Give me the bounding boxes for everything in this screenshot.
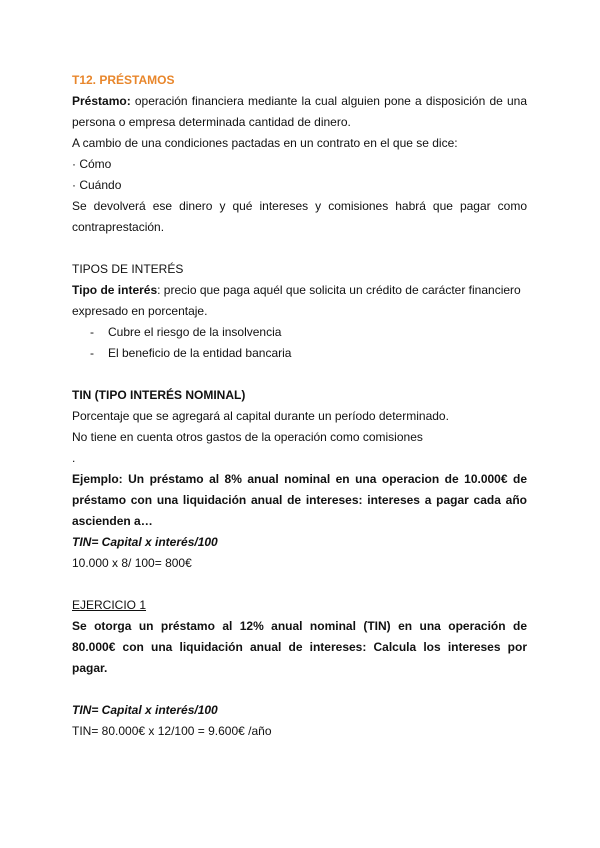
bullet-dash: - [90, 325, 94, 339]
ejercicio-line-2: 80.000€ con una liquidación anual de intereses: Calcula los intereses por [72, 640, 527, 654]
tin-example-line-1: Ejemplo: Un préstamo al 8% anual nominal en una operacion de 10.000€ de [72, 472, 527, 486]
bullet-text: El beneficio de la entidad bancaria [108, 346, 292, 360]
list-item [72, 322, 527, 343]
bullet-text: Cubre el riesgo de la insolvencia [108, 325, 282, 339]
tin-example-line-2: préstamo con una liquidación anual de intereses: intereses a pagar cada año [72, 493, 527, 507]
bullet-dash: - [90, 346, 94, 360]
document-page [72, 70, 527, 742]
prestamo-line-4: Se devolverá ese dinero y qué intereses y comisiones habrá que pagar como [72, 199, 527, 213]
prestamo-definition-text: operación financiera mediante la cual alguien pone a disposición de una [130, 94, 527, 108]
tin-line-1: Porcentaje que se agregará al capital durante un período determinado. [72, 409, 449, 423]
tin-heading: TIN (TIPO INTERÉS NOMINAL) [72, 388, 246, 402]
ejercicio-result: TIN= 80.000€ x 12/100 = 9.600€ /año [72, 724, 272, 738]
prestamo-item-como: · Cómo [72, 157, 112, 171]
tipos-definition-line [72, 280, 527, 301]
ejercicio-line-3: pagar. [72, 661, 108, 675]
prestamo-item-cuando: · Cuándo [72, 178, 122, 192]
tin-dot: . [72, 451, 76, 465]
tipos-label: Tipo de interés [72, 283, 158, 297]
tin-result: 10.000 x 8/ 100= 800€ [72, 556, 192, 570]
tipos-line-2: expresado en porcentaje. [72, 304, 208, 318]
prestamo-line-3: A cambio de una condiciones pactadas en un contrato en el que se dice: [72, 136, 458, 150]
ejercicio-heading: EJERCICIO 1 [72, 598, 147, 612]
ejercicio-formula: TIN= Capital x interés/100 [72, 703, 218, 717]
tin-formula: TIN= Capital x interés/100 [72, 535, 218, 549]
prestamo-label: Préstamo: [72, 94, 131, 108]
tin-line-2: No tiene en cuenta otros gastos de la operación como comisiones [72, 430, 423, 444]
tipos-heading: TIPOS DE INTERÉS [72, 262, 184, 276]
prestamo-line-5: contraprestación. [72, 220, 165, 234]
tin-example-line-3: ascienden a… [72, 514, 153, 528]
list-item [72, 343, 527, 364]
prestamo-line-2: persona o empresa determinada cantidad de dinero. [72, 115, 351, 129]
prestamo-definition-line [72, 91, 527, 112]
document-title: T12. PRÉSTAMOS [72, 73, 175, 87]
tipos-definition-text: : precio que paga aquél que solicita un crédito de carácter financiero [157, 283, 521, 297]
ejercicio-line-1: Se otorga un préstamo al 12% anual nominal (TIN) en una operación de [72, 619, 527, 633]
